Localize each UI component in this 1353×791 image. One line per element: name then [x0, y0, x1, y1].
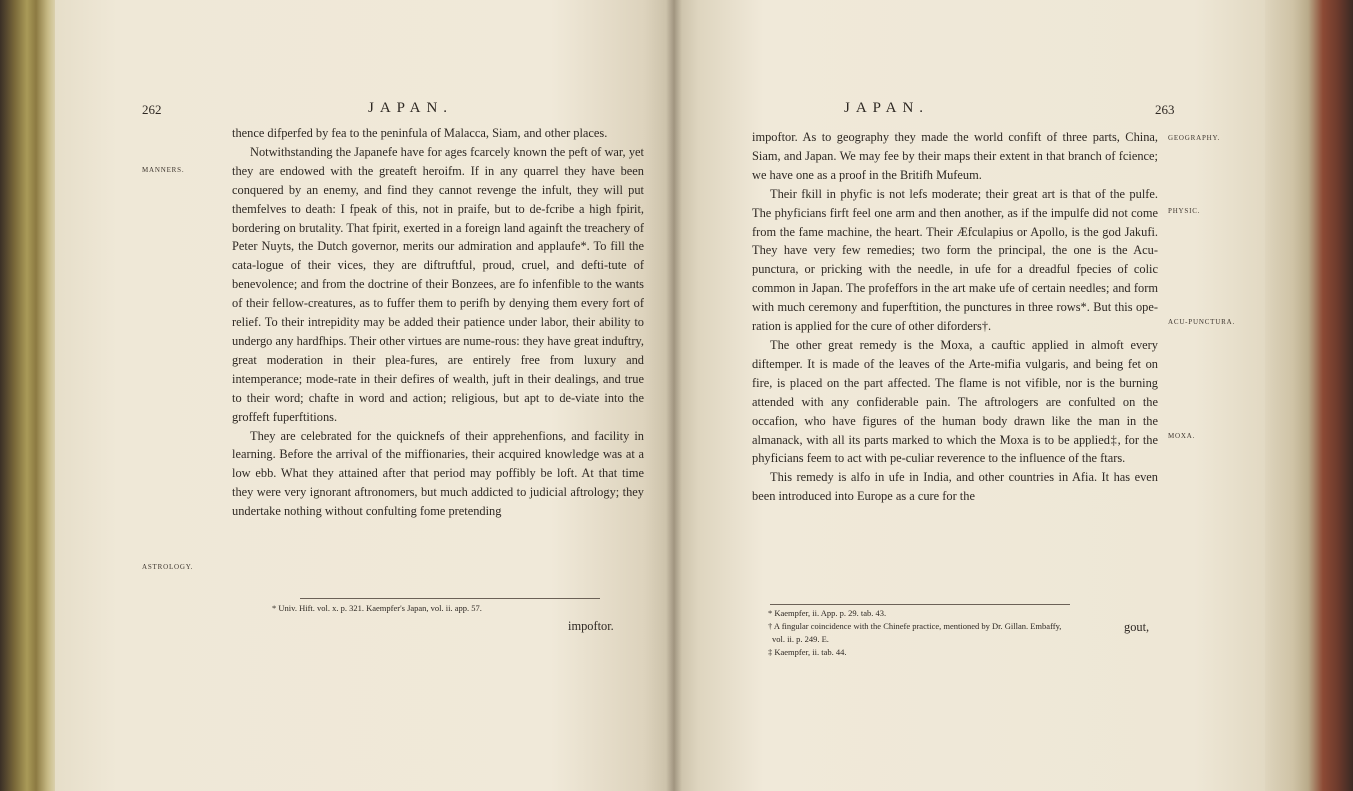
right-footnotes	[768, 607, 1061, 659]
right-paragraph-1: impoftor. As to geography they made the world confift of three parts, China, Siam, and Japan. We may fee by their maps their extent in that branch of fcience; we have one as a proof in the Britifh Mufeum.	[752, 130, 1158, 182]
margin-note-physic: PHYSIC.	[1168, 207, 1201, 215]
right-footnote-2: † A fingular coincidence with the Chinefe practice, mentioned by Dr. Gillan. Embaffy,	[768, 621, 1062, 631]
left-paragraph-2: Notwithstanding the Japanefe have for ages fcarcely known the peft of war, yet they are endowed with the greateft heroifm. If in any quarrel they have been conquered by an enemy, and find they cannot revenge the infult, they will put themfelves to death: I fpeak of this, not in praife, but to de-fcribe a high fpirit, bordering on brutality. That fpirit, exerted in a foreign land againft the treachery of Peter Nuyts, the Dutch governor, merits our admiration and applaufe*. To fill the cata-logue of their vices, they are diftruftful, proud, cruel, and defti-tute of benevolence; and from the doctrine of their Bonzees, are fo infenfible to the wants of their fellow-creatures, as to fuffer them to perifh by denying them every fort of relief. To their intrepidity may be added their patience under labor, their ability to undergo any hardfhips. Their other virtues are nume-rous: they have great induftry, great moderation in their plea-fures, are entirely free from luxury and intemperance; mode-rate in their defires of wealth, juft in their dealings, and true to their word; chafte in word and action; religious, but apt to de-viate into the groffeft fuperftitions.	[232, 144, 644, 424]
left-running-head: JAPAN.	[368, 100, 454, 116]
margin-note-geography: GEOGRAPHY.	[1168, 134, 1221, 142]
right-paragraph-4: This remedy is alfo in ufe in India, and other countries in Afia. It has even been introduced into Europe as a cure for the	[752, 470, 1158, 504]
book-gutter	[666, 0, 682, 791]
margin-note-astrology: ASTROLOGY.	[142, 563, 194, 571]
margin-note-acupunctura: ACU-PUNCTURA.	[1168, 318, 1235, 326]
left-footnote	[272, 602, 482, 615]
left-catchword: impoftor.	[568, 619, 614, 633]
right-running-head: JAPAN.	[844, 100, 930, 116]
margin-note-moxa: MOXA.	[1168, 432, 1196, 440]
right-paragraph-3: The other great remedy is the Moxa, a cauftic applied in almoft every diftemper. It is made of the leaves of the Arte-mifia vulgaris, and being fet on fire, is placed on the part affected. The flame is not vifible, nor is the burning attended with any confiderable pain. The aftrologers are confulted on the occafion, who have figures of the human body drawn like the man in the almanack, with all its parts marked to which the Moxa is to be applied‡, for the phyficians feem to act with pe-culiar reverence to the influence of the ftars.	[752, 337, 1158, 466]
right-footnote-3: ‡ Kaempfer, ii. tab. 44.	[768, 647, 847, 657]
left-body-text	[232, 124, 644, 521]
right-footnote-2b: vol. ii. p. 249. E.	[772, 634, 829, 644]
left-page-number: 262	[142, 102, 162, 117]
right-body-text	[752, 128, 1158, 506]
right-paragraph-2: Their fkill in phyfic is not lefs moderate; their great art is that of the pulfe. The phyficians firft feel one arm and then another, as if the impulfe did not come from the fame machine, the heart. Their Æfculapius or Apollo, is the god Jakufi. They have very few remedies; two form the principal, the one is the Acu-punctura, or pricking with the needle, in ufe for a dreadful fpecies of colic common in Japan. The profeffors in the art make ufe of certain needles; and form with much ceremony and fuperftition, the punctures in three rows*. But this ope-ration is applied for the cure of other diforders†.	[752, 186, 1158, 334]
right-catchword: gout,	[1124, 620, 1150, 634]
right-footnote-rule	[770, 604, 1070, 605]
right-page-number: 263	[1155, 102, 1175, 117]
left-paragraph-1: thence difperfed by fea to the peninfula of Malacca, Siam, and other places.	[232, 126, 608, 140]
book-edge-right	[1253, 0, 1353, 791]
left-footnote-1: * Univ. Hift. vol. x. p. 321. Kaempfer's Japan, vol. ii. app. 57.	[272, 603, 482, 613]
left-paragraph-3: They are celebrated for the quicknefs of their apprehenfions, and facility in learning. Before the arrival of the miffionaries, their acquired knowledge was at a low ebb. What they attained after that period may poffibly be loft. At that time they were very ignorant aftronomers, but much addicted to judicial aftrology; they undertake nothing without confulting fome pretending	[232, 428, 644, 519]
left-footnote-rule	[300, 598, 600, 599]
right-footnote-1: * Kaempfer, ii. App. p. 29. tab. 43.	[768, 608, 887, 618]
book-edge-left	[0, 0, 60, 791]
margin-note-manners: MANNERS.	[142, 166, 185, 174]
